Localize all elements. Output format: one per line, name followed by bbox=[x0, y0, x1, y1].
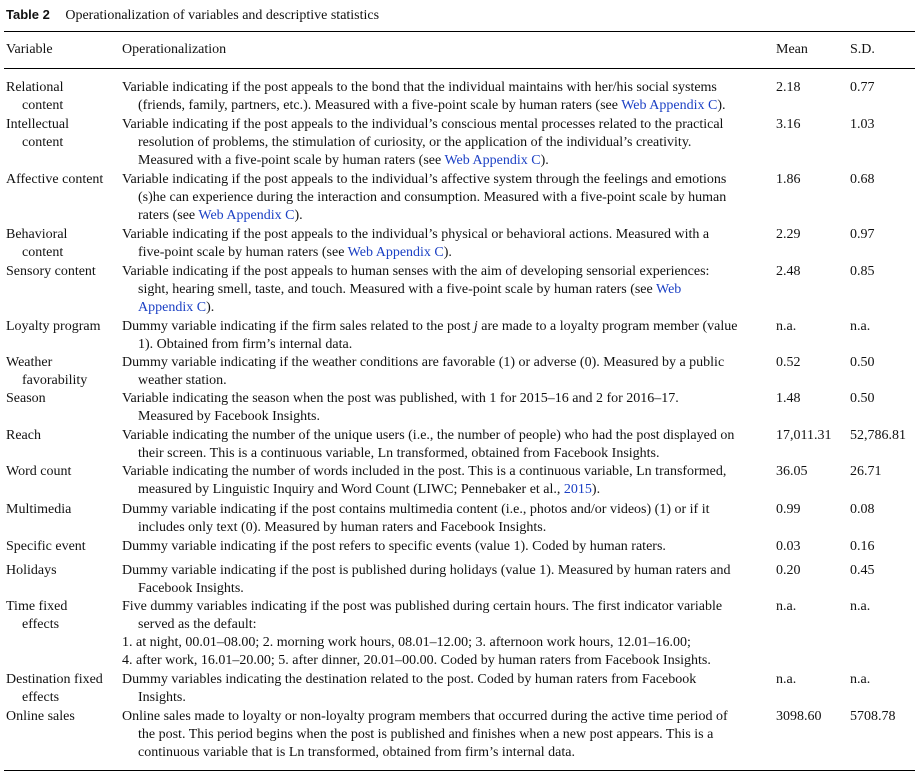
appendix-link[interactable]: 2015 bbox=[563, 482, 592, 497]
operationalization-text: Variable indicating if the post appeals to the bond that the individual maintains with her/his social systems (friends, family, partners, etc.). Measured with a five-point scale by human raters (see Web Appendix C). bbox=[122, 80, 726, 113]
operationalization-text: Dummy variables indicating the destination related to the post. Coded by human raters from Facebook Insights. bbox=[122, 672, 697, 705]
operationalization-text: Variable indicating if the post appeals to the individual’s conscious mental processes related to the practical resolution of problems, the stimulation of curiosity, or the application of the individual’s creativity. Measured with a five-point scale by human raters (see Web Appendix C). bbox=[122, 117, 724, 168]
operationalization-text: Variable indicating the number of the unique users (i.e., the number of people) who had the post displayed on their screen. This is a continuous variable, Ln transformed, obtained from Facebook Insights. bbox=[122, 428, 735, 461]
variable-name: Loyalty program bbox=[6, 319, 101, 334]
header-rule bbox=[4, 68, 915, 69]
operationalization-text: Dummy variable indicating if the firm sales related to the post j are made to a loyalty program member (value 1). Obtained from firm’s internal data. bbox=[122, 319, 738, 352]
sd-value: 0.68 bbox=[850, 172, 875, 187]
mean-value: 0.03 bbox=[776, 539, 801, 554]
variable-name: Relational content bbox=[6, 80, 64, 113]
mean-value: 1.86 bbox=[776, 172, 801, 187]
sd-value: 0.16 bbox=[850, 539, 875, 554]
variable-name: Word count bbox=[6, 464, 72, 479]
operationalization-text: Variable indicating if the post appeals to the individual’s physical or behavioral actions. Measured with a five-point scale by human raters (see Web Appendix C). bbox=[122, 227, 710, 260]
variable-name: Intellectual content bbox=[6, 117, 69, 150]
bottom-rule bbox=[4, 770, 915, 771]
sd-value: 52,786.81 bbox=[850, 428, 906, 443]
mean-value: 3098.60 bbox=[776, 709, 822, 724]
sd-value: 26.71 bbox=[850, 464, 882, 479]
mean-value: 0.99 bbox=[776, 502, 801, 517]
operationalization-text: Five dummy variables indicating if the post was published during certain hours. The first indicator variable served as the default: 1. at night, 00.01–08.00; 2. morning work hours, 08.01–12.00; 3. afternoon work hours, 12.01–16.00; 4. after work, 16.01–20.00; 5. after dinner, 20.01–00.00. Coded by human raters from Facebook Insights. bbox=[122, 599, 723, 668]
mean-value: 1.48 bbox=[776, 391, 801, 406]
mean-value: n.a. bbox=[776, 672, 797, 687]
variable-name: Online sales bbox=[6, 709, 75, 724]
operationalization-text: Dummy variable indicating if the post contains multimedia content (i.e., photos and/or videos) (1) or if it includes only text (0). Measured by human raters and Facebook Insights. bbox=[122, 502, 710, 535]
variable-name: Multimedia bbox=[6, 502, 72, 517]
mean-value: 3.16 bbox=[776, 117, 801, 132]
sd-value: 0.97 bbox=[850, 227, 875, 242]
appendix-link[interactable]: Web Appendix C bbox=[444, 153, 541, 168]
table-caption bbox=[6, 7, 379, 24]
top-rule bbox=[4, 31, 915, 32]
appendix-link[interactable]: Web Appendix C bbox=[347, 245, 444, 260]
operationalization-text: Dummy variable indicating if the post is published during holidays (value 1). Measured by human raters and Facebook Insights. bbox=[122, 563, 731, 596]
header-mean: Mean bbox=[776, 42, 808, 57]
operationalization-text: Variable indicating if the post appeals to the individual’s affective system through the feelings and emotions (s)he can experience during the interaction and consumption. Measured with a five-point scale by human raters (see Web Appendix C). bbox=[122, 172, 727, 223]
operationalization-text: Variable indicating the number of words included in the post. This is a continuous variable, Ln transformed, measured by Linguistic Inquiry and Word Count (LIWC; Pennebaker et al., 2015). bbox=[122, 464, 727, 497]
mean-value: 0.52 bbox=[776, 355, 801, 370]
mean-value: n.a. bbox=[776, 599, 797, 614]
table-title: Operationalization of variables and descriptive statistics bbox=[65, 8, 380, 23]
variable-name: Sensory content bbox=[6, 264, 96, 279]
appendix-link[interactable]: Web Appendix C bbox=[198, 208, 295, 223]
variable-name: Holidays bbox=[6, 563, 57, 578]
table-label: Table 2 bbox=[6, 7, 50, 22]
sd-value: 0.08 bbox=[850, 502, 875, 517]
variable-name: Affective content bbox=[6, 172, 104, 187]
operationalization-text: Dummy variable indicating if the post refers to specific events (value 1). Coded by human raters. bbox=[122, 539, 666, 554]
operationalization-text: Variable indicating if the post appeals to human senses with the aim of developing sensorial experiences: sight, hearing smell, taste, and touch. Measured with a five-point scale by human raters (see Web Appendix C). bbox=[122, 264, 710, 315]
mean-value: n.a. bbox=[776, 319, 797, 334]
appendix-link[interactable]: Appendix C bbox=[138, 300, 207, 315]
mean-value: 36.05 bbox=[776, 464, 808, 479]
appendix-link[interactable]: Web bbox=[655, 282, 682, 297]
sd-value: 1.03 bbox=[850, 117, 875, 132]
header-operationalization: Operationalization bbox=[122, 42, 227, 57]
variable-name: Destination fixed effects bbox=[6, 672, 103, 705]
variable-name: Specific event bbox=[6, 539, 86, 554]
variable-name: Season bbox=[6, 391, 46, 406]
operationalization-text: Dummy variable indicating if the weather conditions are favorable (1) or adverse (0). Measured by a public weather station. bbox=[122, 355, 725, 388]
header-variable: Variable bbox=[6, 42, 53, 57]
variable-name: Behavioral content bbox=[6, 227, 68, 260]
variable-name: Time fixed effects bbox=[6, 599, 68, 632]
sd-value: n.a. bbox=[850, 319, 871, 334]
sd-value: 0.77 bbox=[850, 80, 875, 95]
mean-value: 2.48 bbox=[776, 264, 801, 279]
appendix-link[interactable]: Web Appendix C bbox=[621, 98, 718, 113]
sd-value: 0.85 bbox=[850, 264, 875, 279]
sd-value: 0.50 bbox=[850, 391, 875, 406]
mean-value: 0.20 bbox=[776, 563, 801, 578]
operationalization-text: Variable indicating the season when the post was published, with 1 for 2015–16 and 2 for 2016–17. Measured by Facebook Insights. bbox=[122, 391, 679, 424]
operationalization-text: Online sales made to loyalty or non-loyalty program members that occurred during the active time period of the post. This period begins when the post is published and finishes when a new post appears. This is a continuous variable that is Ln transformed, obtained from firm’s internal data. bbox=[122, 709, 728, 760]
sd-value: n.a. bbox=[850, 599, 871, 614]
mean-value: 2.29 bbox=[776, 227, 801, 242]
mean-value: 17,011.31 bbox=[776, 428, 832, 443]
sd-value: 0.50 bbox=[850, 355, 875, 370]
variable-name: Weather favorability bbox=[6, 355, 88, 388]
sd-value: 0.45 bbox=[850, 563, 875, 578]
header-sd: S.D. bbox=[850, 42, 875, 57]
mean-value: 2.18 bbox=[776, 80, 801, 95]
sd-value: 5708.78 bbox=[850, 709, 896, 724]
sd-value: n.a. bbox=[850, 672, 871, 687]
variable-name: Reach bbox=[6, 428, 41, 443]
